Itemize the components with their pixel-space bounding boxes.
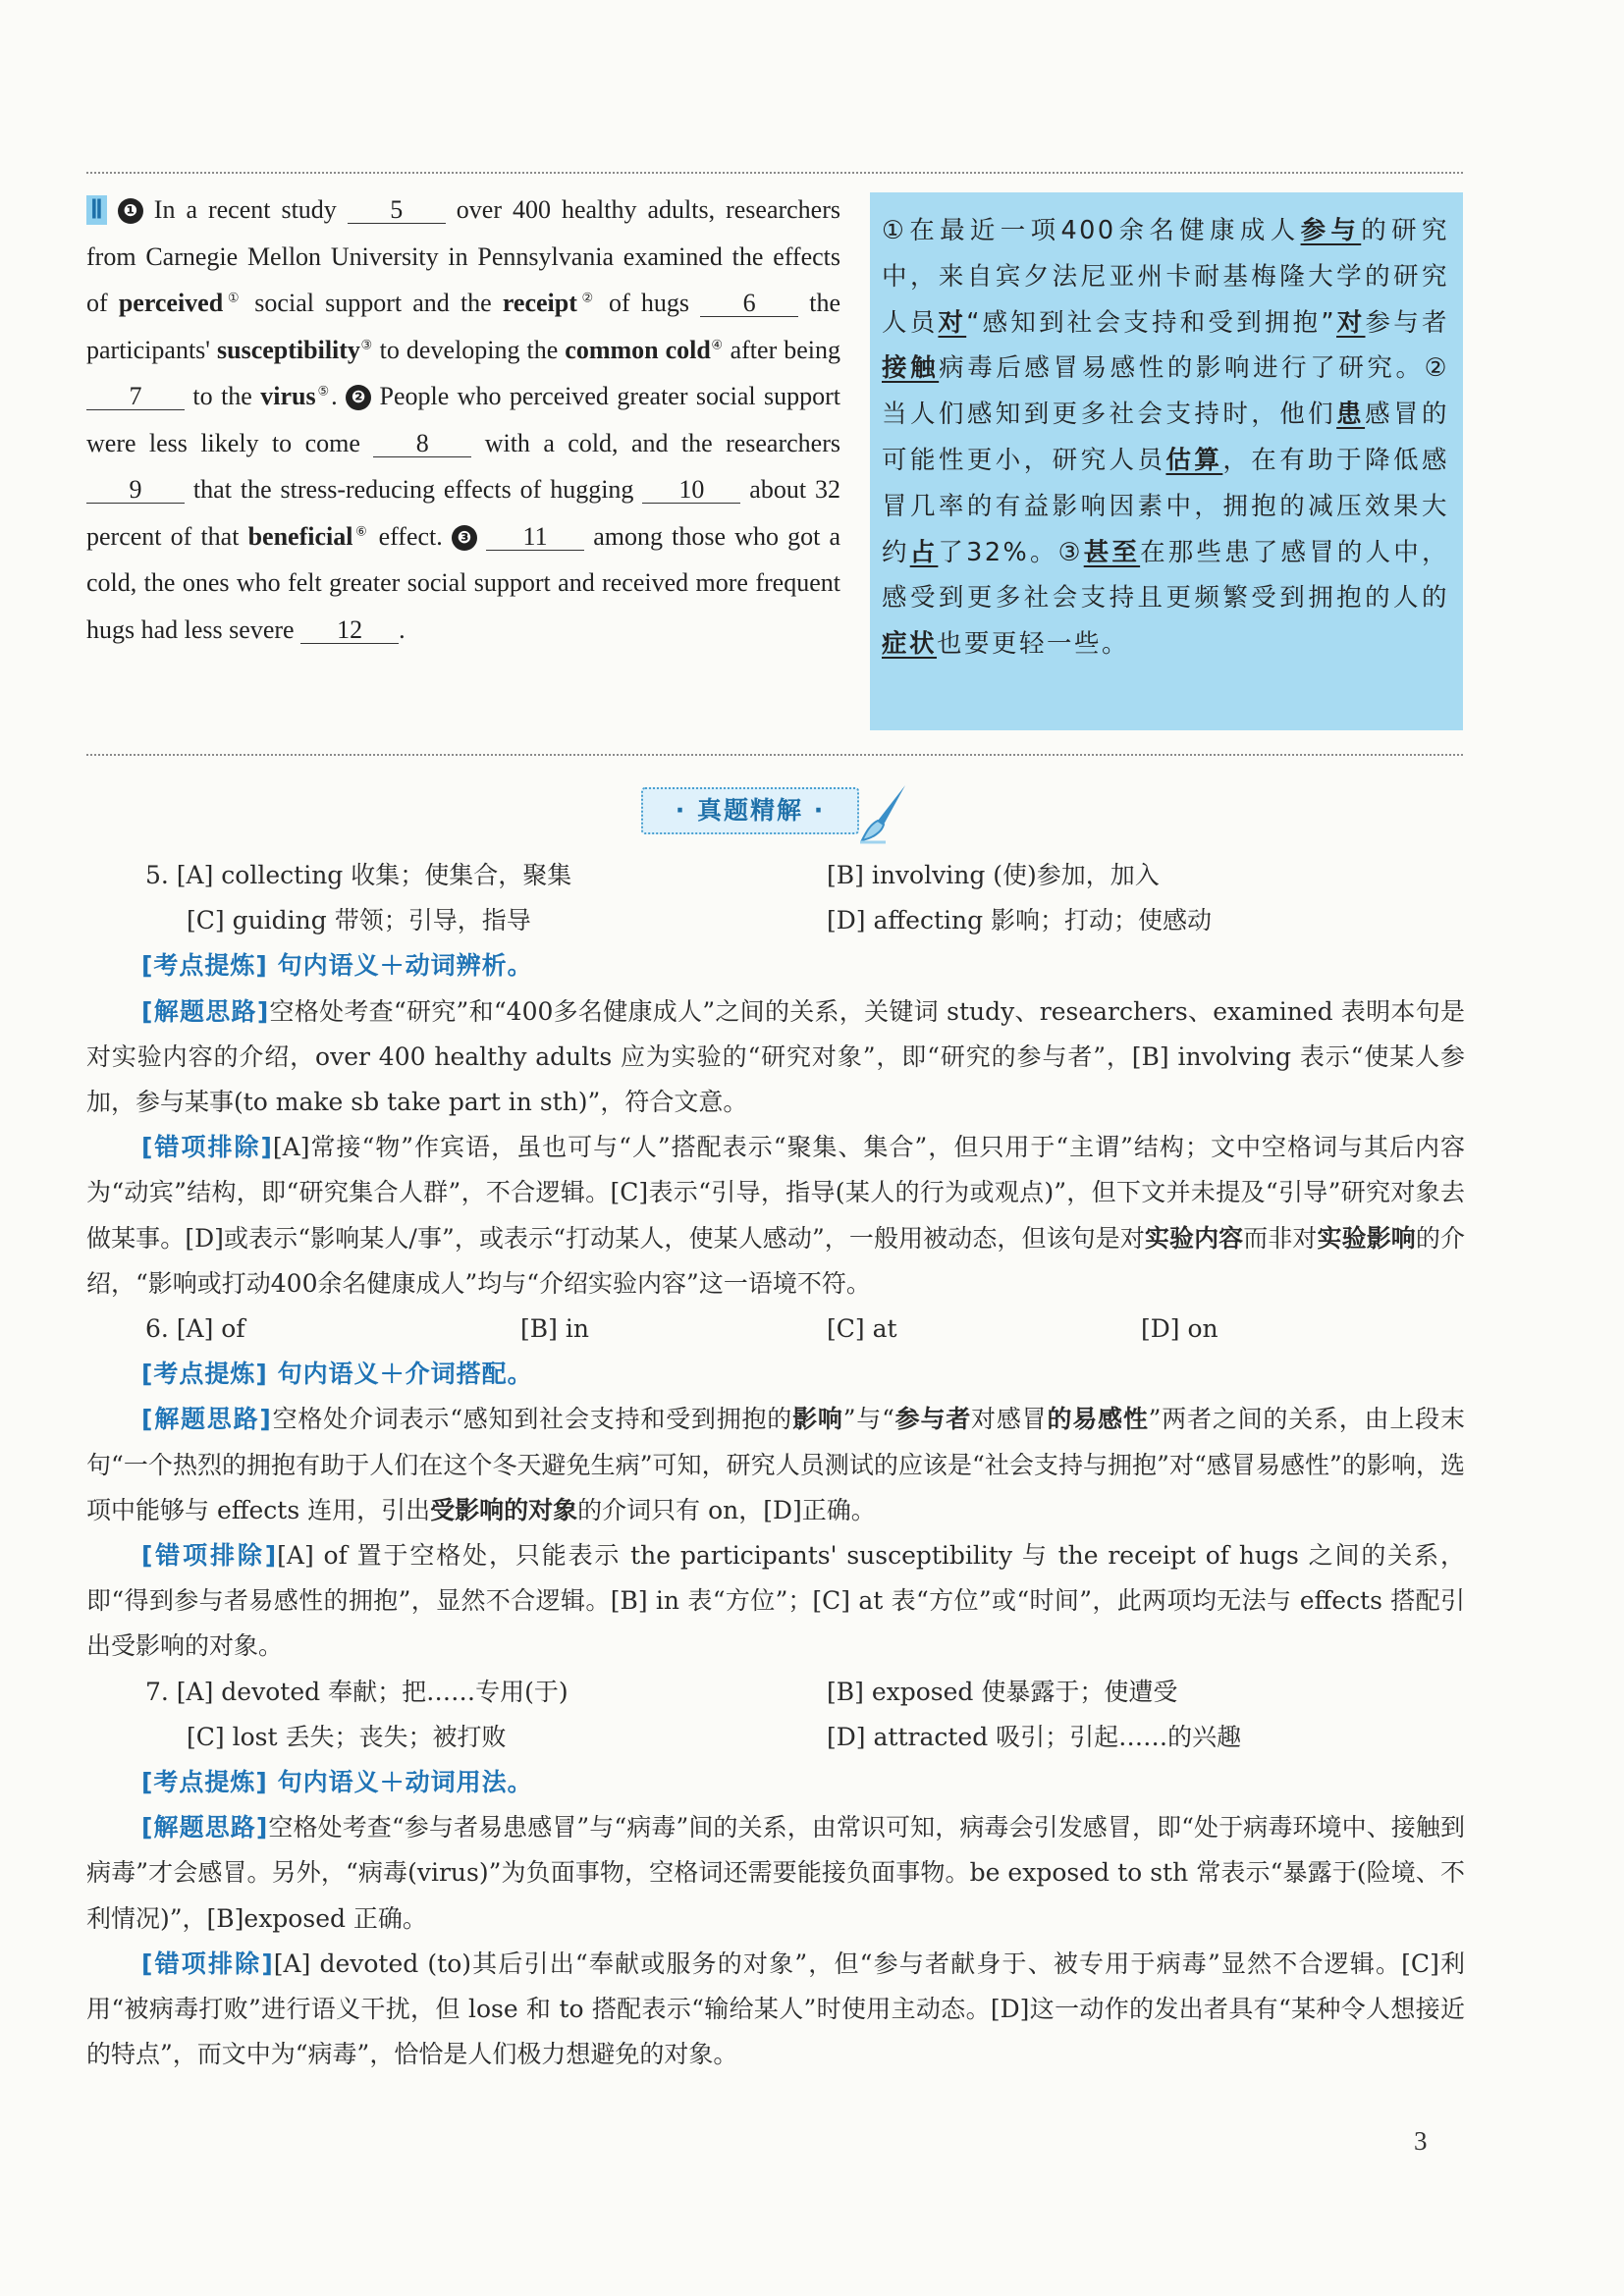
q6-solution: [解题思路]空格处介词表示“感知到社会支持和受到拥抱的影响”与“参与者对感冒的易感性”两者之间的关系，由上段末句“一个热烈的拥抱有助于人们在这个冬天避免生病”可知，研究人员测试的应该是“社会支持与拥抱”对“感冒易感性”的影响，选项中能够与 effects 连用，引出受影响的对象的介词只有 on，[D]正确。: [86, 1405, 1465, 1524]
blank-6: 6: [700, 291, 798, 317]
q7-key-point: [考点提炼] 句内语义＋动词用法。: [141, 1767, 533, 1796]
q5-solution: [解题思路]空格处考查“研究”和“400多名健康成人”之间的关系，关键词 study、researchers、examined 表明本句是对实验内容的介绍，over 400 healthy adults 应为实验的“研究对象”，即“研究的参与者”，[B] involving 表示“使某人参加，参与某事(to make sb take part in sth)”，符合文意。: [86, 996, 1465, 1116]
q7-option-d: [D] attracted 吸引；引起……的兴趣: [827, 1722, 1242, 1751]
blank-7: 7: [86, 384, 185, 410]
q6-option-d: [D] on: [1141, 1314, 1218, 1343]
q6-eliminate: [错项排除][A] of 置于空格处，只能表示 the participants' susceptibility 与 the receipt of hugs 之间的关系，即“得到参与者易感性的拥抱”，显然不合逻辑。[B] in 表“方位”；[C] at 表“方位”或“时间”，此两项均无法与 effects 搭配引出受影响的对象。: [86, 1541, 1465, 1661]
q7-option-b: [B] exposed 使暴露于；使遭受: [827, 1677, 1178, 1706]
q5-key-point: [考点提炼] 句内语义＋动词辨析。: [141, 951, 533, 981]
q6-key-point: [考点提炼] 句内语义＋介词搭配。: [141, 1360, 533, 1389]
q7-option-c: [C] lost 丢失；丧失；被打败: [187, 1722, 507, 1751]
section-heading: · 真题精解 ·: [641, 787, 859, 834]
q6-option-b: [B] in: [520, 1314, 589, 1343]
sentence-marker-2: ❷: [346, 385, 371, 410]
q5-options-row-2: [86, 898, 1465, 943]
blank-8: 8: [373, 431, 471, 457]
blank-12: 12: [300, 617, 399, 644]
top-divider: [86, 172, 1463, 174]
sentence-marker-3: ❸: [452, 525, 477, 551]
explanation-section: [86, 853, 1465, 2077]
blank-5: 5: [348, 197, 446, 224]
page-number: 3: [1414, 2126, 1428, 2156]
q5-eliminate: [错项排除][A]常接“物”作宾语，虽也可与“人”搭配表示“聚集、集合”，但只用于“主谓”结构；文中空格词与其后内容为“动宾”结构，即“研究集合人群”，不合逻辑。[C]表示“引导，指导(某人的行为或观点)”，但下文并未提及“引导”研究对象去做某事。[D]或表示“影响某人/事”，或表示“打动某人，使某人感动”，一般用被动态，但该句是对实验内容而非对实验影响的介绍，“影响或打动400余名健康成人”均与“介绍实验内容”这一语境不符。: [86, 1133, 1465, 1298]
q7-options-row-1: [86, 1670, 1465, 1715]
q5-option-c: [C] guiding 带领；引导，指导: [187, 906, 531, 935]
q5-option-b: [B] involving (使)参加，加入: [827, 861, 1160, 889]
blank-11: 11: [486, 524, 584, 551]
sentence-marker-1: ❶: [118, 198, 143, 224]
q7-solution: [解题思路]空格处考查“参与者易患感冒”与“病毒”间的关系，由常识可知，病毒会引发感冒，即“处于病毒环境中、接触到病毒”才会感冒。另外，“病毒(virus)”为负面事物，空格词还需要能接负面事物。be exposed to sth 常表示“暴露于(险境、不利情况)”，[B]exposed 正确。: [86, 1813, 1465, 1933]
section-label: Ⅱ: [86, 195, 107, 225]
passage-text: Ⅱ ❶ In a recent study 5 over 400 healthy adults, researchers from Carnegie Mellon University in Pennsylvania examined the effects of perceived① social support and the receipt② of hugs 6 the participants' susceptibility③ to developing the common cold④ after being 7 to the virus⑤. ❷ People who perceived greater social support were less likely to come 8 with a cold, and the researchers 9 that the stress-reducing effects of hugging 10 about 32 percent of that beneficial⑥ effect. ❸ 11 among those who got a cold, the ones who felt greater social support and received more frequent hugs had less severe 12 .: [86, 195, 841, 644]
blank-9: 9: [86, 477, 185, 504]
q5-option-d: [D] affecting 影响；打动；使感动: [827, 906, 1213, 935]
q6-options-row: [86, 1307, 1465, 1352]
q7-options-row-2: [86, 1715, 1465, 1760]
q5-options-row-1: [86, 853, 1465, 898]
brush-icon: [856, 781, 911, 844]
blank-10: 10: [642, 477, 740, 504]
q6-option-a: 6. [A] of: [145, 1314, 245, 1343]
middle-divider: [86, 754, 1463, 756]
q5-option-a: 5. [A] collecting 收集；使集合，聚集: [145, 861, 572, 889]
translation-box: ①在最近一项400余名健康成人参与的研究中，来自宾夕法尼亚州卡耐基梅隆大学的研究人员对“感知到社会支持和受到拥抱”对参与者接触病毒后感冒易感性的影响进行了研究。②当人们感知到更多社会支持时，他们患感冒的可能性更小，研究人员估算，在有助于降低感冒几率的有益影响因素中，拥抱的减压效果大约占了32%。③甚至在那些患了感冒的人中，感受到更多社会支持且更频繁受到拥抱的人的症状也要更轻一些。: [870, 192, 1463, 730]
q7-option-a: 7. [A] devoted 奉献；把……专用(于): [145, 1677, 568, 1706]
q7-eliminate: [错项排除][A] devoted (to)其后引出“奉献或服务的对象”，但“参与者献身于、被专用于病毒”显然不合逻辑。[C]利用“被病毒打败”进行语义干扰，但 lose 和 to 搭配表示“输给某人”时使用主动态。[D]这一动作的发出者具有“某种令人想接近的特点”，而文中为“病毒”，恰恰是人们极力想避免的对象。: [86, 1949, 1465, 2069]
q6-option-c: [C] at: [827, 1314, 897, 1343]
